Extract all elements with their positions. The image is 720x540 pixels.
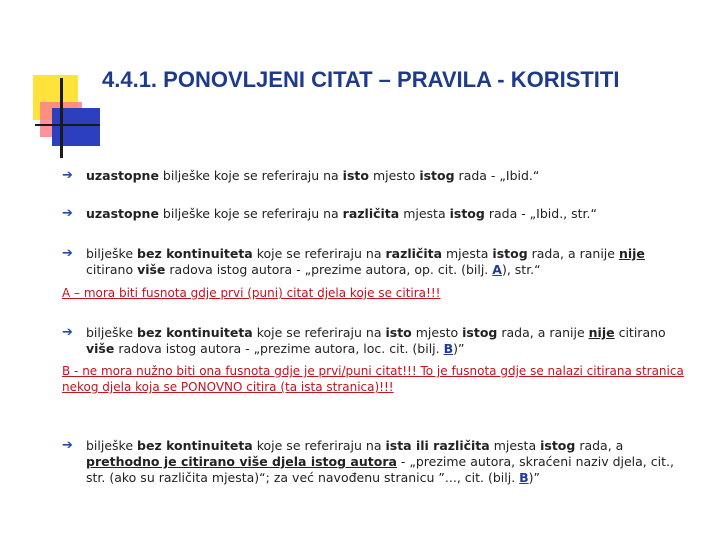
arrow-icon: ➔	[62, 438, 73, 453]
arrow-icon: ➔	[62, 325, 73, 340]
arrow-icon: ➔	[62, 206, 73, 221]
bullet-3: ➔ bilješke bez kontinuiteta koje se referiraju na različita mjesta istog rada, a ranije nije citirano više radova istog autora - „prezime autora, op. cit. (bilj. A), str.“	[62, 246, 645, 277]
bullet-5: ➔ bilješke bez kontinuiteta koje se referiraju na ista ili različita mjesta istog rada, a prethodno je citirano više djela istog autora - „prezime autora, skraćeni naziv djela, cit., str. (ako su različita mjesta)“; za već navođenu stranicu ”..., cit. (bilj. B)”	[62, 438, 674, 485]
bullet-3-note: A – mora biti fusnota gdje prvi (puni) citat djela koje se citira!!!	[62, 286, 441, 300]
bullet-4-note: B - ne mora nužno biti ona fusnota gdje je prvi/puni citat!!! To je fusnota gdje se nalazi citirana stranica nekog djela koja se PONOVNO citira (ta ista stranica)!!!	[62, 364, 684, 394]
bullet-4: ➔ bilješke bez kontinuiteta koje se referiraju na isto mjesto istog rada, a ranije nije citirano više radova istog autora - „prezime autora, loc. cit. (bilj. B)”	[62, 325, 666, 356]
decor-vertical-line	[60, 78, 63, 158]
bullet-2-term: uzastopne	[86, 206, 159, 221]
bullet-1-term: uzastopne	[86, 168, 159, 183]
bullet-1: ➔ uzastopne bilješke koje se referiraju na isto mjesto istog rada - „Ibid.“	[62, 168, 540, 183]
decor-horizontal-line	[35, 124, 100, 126]
arrow-icon: ➔	[62, 246, 73, 261]
bullet-2: ➔ uzastopne bilješke koje se referiraju na različita mjesta istog rada - „Ibid., str.“	[62, 206, 597, 221]
slide-title: 4.4.1. PONOVLJENI CITAT – PRAVILA - KORISTITI	[102, 67, 620, 92]
arrow-icon: ➔	[62, 168, 73, 183]
